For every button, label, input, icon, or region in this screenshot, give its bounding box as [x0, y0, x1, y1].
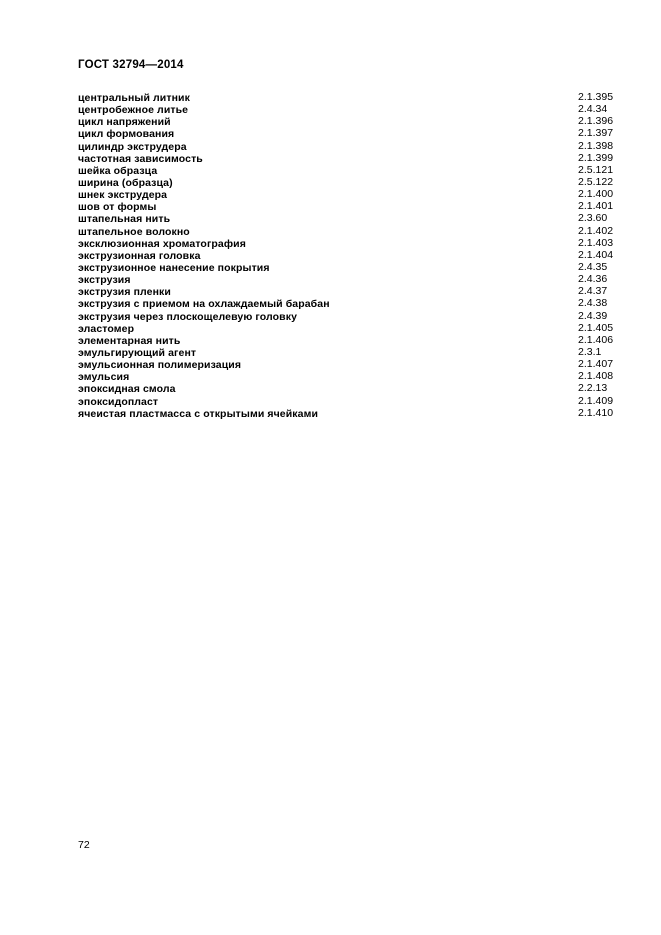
index-row [78, 200, 631, 212]
index-ref: 2.4.36 [578, 273, 608, 286]
index-term: эксклюзионная хроматография [78, 237, 246, 250]
index-ref: 2.4.37 [578, 285, 608, 298]
index-term: экструзия пленки [78, 286, 171, 299]
index-row [78, 152, 631, 164]
index-term: эпоксидная смола [78, 383, 176, 396]
index-term: штапельная нить [78, 213, 171, 226]
index-ref: 2.1.406 [578, 333, 614, 346]
index-row [78, 164, 631, 176]
index-ref: 2.1.401 [578, 200, 614, 213]
index-term: шнек экструдера [78, 189, 168, 202]
index-ref: 2.3.1 [578, 345, 602, 358]
index-ref: 2.4.35 [578, 260, 608, 273]
index-ref: 2.4.39 [578, 309, 608, 322]
index-row [78, 140, 631, 152]
index-row [78, 225, 631, 237]
index-term: экструзия с приемом на охлаждаемый барабан [78, 298, 330, 311]
index-row [78, 395, 631, 407]
index-term: частотная зависимость [78, 152, 203, 165]
index-row [78, 103, 631, 115]
index-term: эпоксидопласт [78, 395, 159, 408]
index-ref: 2.1.410 [578, 406, 614, 419]
index-ref: 2.1.407 [578, 358, 614, 371]
index-row [78, 334, 631, 346]
index-ref: 2.1.397 [578, 127, 614, 140]
index-ref: 2.1.403 [578, 236, 614, 249]
index-ref: 2.1.395 [578, 91, 614, 103]
page-number: 72 [78, 839, 90, 851]
index-term: экструзионная головка [78, 249, 201, 262]
index-ref: 2.1.408 [578, 370, 614, 383]
document-header: ГОСТ 32794—2014 [78, 59, 184, 71]
index-row [78, 358, 631, 370]
index-term: центральный литник [78, 92, 190, 104]
index-term: эмульсия [78, 371, 130, 384]
index-ref: 2.4.38 [578, 297, 608, 310]
index-term: цикл напряжений [78, 116, 171, 129]
index-row [78, 310, 631, 322]
index-ref: 2.1.396 [578, 115, 614, 128]
index-row [78, 176, 631, 188]
index-list [78, 91, 631, 419]
index-term: цикл формования [78, 128, 175, 141]
index-row [78, 212, 631, 224]
index-row [78, 188, 631, 200]
index-row [78, 127, 631, 139]
index-term: шейка образца [78, 164, 158, 177]
index-row [78, 322, 631, 334]
index-ref: 2.1.409 [578, 394, 614, 407]
index-term: экструзия через плоскощелевую головку [78, 310, 298, 323]
index-term: центробежное литье [78, 104, 189, 117]
index-ref: 2.1.398 [578, 139, 614, 152]
index-ref: 2.1.404 [578, 248, 614, 261]
index-ref: 2.5.122 [578, 175, 614, 188]
index-ref: 2.1.405 [578, 321, 614, 334]
index-row [78, 91, 631, 103]
index-term: экструзия [78, 274, 131, 287]
index-term: эластомер [78, 322, 135, 335]
index-ref: 2.1.402 [578, 224, 614, 237]
index-row [78, 297, 631, 309]
index-row [78, 237, 631, 249]
index-row [78, 249, 631, 261]
index-term: штапельное волокно [78, 225, 190, 238]
index-ref: 2.1.399 [578, 151, 614, 164]
index-row [78, 370, 631, 382]
index-row [78, 285, 631, 297]
index-row [78, 346, 631, 358]
index-term: элементарная нить [78, 334, 181, 347]
index-row [78, 407, 631, 419]
index-term: цилиндр экструдера [78, 140, 187, 153]
index-ref: 2.2.13 [578, 382, 608, 395]
index-term: ячеистая пластмасса с открытыми ячейками [78, 407, 319, 420]
index-row [78, 382, 631, 394]
index-term: эмульгирующий агент [78, 346, 197, 359]
index-ref: 2.3.60 [578, 212, 608, 225]
index-row [78, 273, 631, 285]
index-term: эмульсионная полимеризация [78, 359, 242, 372]
index-ref: 2.5.121 [578, 163, 614, 176]
index-term: экструзионное нанесение покрытия [78, 261, 270, 274]
index-row [78, 261, 631, 273]
index-ref: 2.4.34 [578, 103, 608, 116]
index-row [78, 115, 631, 127]
index-term: ширина (образца) [78, 176, 173, 189]
index-term: шов от формы [78, 201, 157, 214]
index-ref: 2.1.400 [578, 188, 614, 201]
